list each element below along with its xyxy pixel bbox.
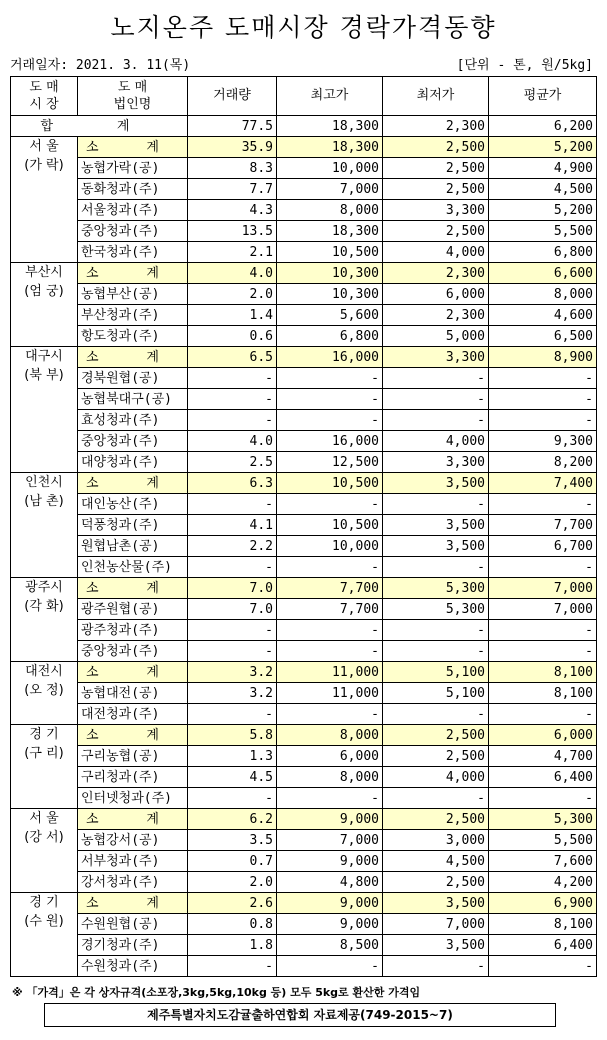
- subtotal-row: [11, 893, 597, 914]
- corp-name: 항도청과(주): [78, 326, 188, 347]
- avg-price-cell: 5,300: [489, 809, 597, 830]
- max-price-cell: 11,000: [277, 683, 383, 704]
- max-price-cell: 8,000: [277, 725, 383, 746]
- volume-cell: 2.6: [188, 893, 277, 914]
- max-price-cell: 9,000: [277, 893, 383, 914]
- volume-cell: 4.0: [188, 263, 277, 284]
- header-corp-line2: 법인명: [113, 97, 152, 112]
- corp-name: 소 계: [78, 473, 188, 494]
- corp-name: 효성청과(주): [78, 410, 188, 431]
- market-name: [11, 578, 78, 662]
- min-price-cell: -: [383, 389, 489, 410]
- max-price-cell: 16,000: [277, 347, 383, 368]
- total-label: 합 계: [11, 116, 188, 137]
- subtotal-row: [11, 809, 597, 830]
- max-price-cell: 18,300: [277, 137, 383, 158]
- table-row: [11, 179, 597, 200]
- min-price-cell: 5,100: [383, 683, 489, 704]
- max-price-cell: 10,000: [277, 536, 383, 557]
- corp-name: 중앙청과(주): [78, 221, 188, 242]
- max-price-cell: 10,500: [277, 515, 383, 536]
- min-price-cell: 2,500: [383, 158, 489, 179]
- trade-date: 거래일자: 2021. 3. 11(목): [10, 58, 191, 73]
- market-name: [11, 725, 78, 809]
- corp-name: 소 계: [78, 662, 188, 683]
- min-price-cell: 3,500: [383, 473, 489, 494]
- avg-price-cell: 8,900: [489, 347, 597, 368]
- market-name-line: (북 부): [24, 368, 64, 383]
- avg-price-cell: -: [489, 557, 597, 578]
- table-row: [11, 704, 597, 725]
- volume-cell: 4.0: [188, 431, 277, 452]
- volume-cell: -: [188, 494, 277, 515]
- min-price-cell: 2,500: [383, 221, 489, 242]
- avg-price-cell: 8,200: [489, 452, 597, 473]
- volume-cell: -: [188, 410, 277, 431]
- min-price-cell: 3,300: [383, 452, 489, 473]
- volume-cell: 1.8: [188, 935, 277, 956]
- min-price-cell: -: [383, 410, 489, 431]
- max-price-cell: -: [277, 641, 383, 662]
- market-name-line: (수 원): [24, 914, 64, 929]
- corp-name: 한국청과(주): [78, 242, 188, 263]
- corp-name: 광주청과(주): [78, 620, 188, 641]
- corp-name: 농협부산(공): [78, 284, 188, 305]
- total-max: 18,300: [277, 116, 383, 137]
- corp-name: 동화청과(주): [78, 179, 188, 200]
- min-price-cell: 2,300: [383, 263, 489, 284]
- min-price-cell: 2,500: [383, 179, 489, 200]
- source-box: 제주특별자치도감귤출하연합회 자료제공(749-2015~7): [44, 1003, 556, 1027]
- avg-price-cell: 9,300: [489, 431, 597, 452]
- min-price-cell: 5,300: [383, 578, 489, 599]
- avg-price-cell: 8,100: [489, 683, 597, 704]
- market-name-line: 인천시: [25, 475, 63, 490]
- subtotal-row: [11, 578, 597, 599]
- max-price-cell: -: [277, 410, 383, 431]
- volume-cell: 2.5: [188, 452, 277, 473]
- corp-name: 농협강서(공): [78, 830, 188, 851]
- min-price-cell: -: [383, 368, 489, 389]
- total-row: [11, 116, 597, 137]
- volume-cell: 4.1: [188, 515, 277, 536]
- volume-cell: 0.6: [188, 326, 277, 347]
- avg-price-cell: 6,700: [489, 536, 597, 557]
- avg-price-cell: -: [489, 788, 597, 809]
- max-price-cell: 8,500: [277, 935, 383, 956]
- total-volume: 77.5: [188, 116, 277, 137]
- max-price-cell: -: [277, 389, 383, 410]
- table-row: [11, 284, 597, 305]
- min-price-cell: 6,000: [383, 284, 489, 305]
- corp-name: 소 계: [78, 893, 188, 914]
- max-price-cell: 9,000: [277, 809, 383, 830]
- volume-cell: -: [188, 788, 277, 809]
- market-name-line: (오 정): [24, 683, 64, 698]
- volume-cell: 0.8: [188, 914, 277, 935]
- min-price-cell: 4,500: [383, 851, 489, 872]
- volume-cell: 7.0: [188, 578, 277, 599]
- volume-cell: 13.5: [188, 221, 277, 242]
- table-row: [11, 830, 597, 851]
- avg-price-cell: 5,200: [489, 200, 597, 221]
- max-price-cell: -: [277, 956, 383, 977]
- header-volume: 거래량: [188, 77, 277, 116]
- corp-name: 부산청과(주): [78, 305, 188, 326]
- min-price-cell: -: [383, 788, 489, 809]
- avg-price-cell: 8,100: [489, 662, 597, 683]
- market-name-line: (구 리): [24, 746, 64, 761]
- market-name: [11, 347, 78, 473]
- min-price-cell: 2,500: [383, 137, 489, 158]
- table-row: [11, 221, 597, 242]
- max-price-cell: -: [277, 788, 383, 809]
- avg-price-cell: -: [489, 956, 597, 977]
- avg-price-cell: 4,500: [489, 179, 597, 200]
- volume-cell: 3.5: [188, 830, 277, 851]
- max-price-cell: -: [277, 368, 383, 389]
- corp-name: 수원청과(주): [78, 956, 188, 977]
- corp-name: 경기청과(주): [78, 935, 188, 956]
- max-price-cell: -: [277, 557, 383, 578]
- min-price-cell: 2,500: [383, 725, 489, 746]
- min-price-cell: -: [383, 620, 489, 641]
- header-corp: [78, 77, 188, 116]
- header-avg-price: 평균가: [489, 77, 597, 116]
- corp-name: 서부청과(주): [78, 851, 188, 872]
- avg-price-cell: 5,500: [489, 221, 597, 242]
- max-price-cell: 9,000: [277, 851, 383, 872]
- header-max-price: 최고가: [277, 77, 383, 116]
- subtotal-row: [11, 263, 597, 284]
- volume-cell: -: [188, 956, 277, 977]
- avg-price-cell: 8,000: [489, 284, 597, 305]
- max-price-cell: 7,000: [277, 830, 383, 851]
- avg-price-cell: -: [489, 368, 597, 389]
- min-price-cell: 2,500: [383, 809, 489, 830]
- avg-price-cell: -: [489, 389, 597, 410]
- avg-price-cell: -: [489, 620, 597, 641]
- corp-name: 인터넷청과(주): [78, 788, 188, 809]
- min-price-cell: -: [383, 641, 489, 662]
- market-name-line: 부산시: [25, 265, 63, 280]
- max-price-cell: 9,000: [277, 914, 383, 935]
- corp-name: 소 계: [78, 578, 188, 599]
- market-name-line: (엄 궁): [24, 284, 64, 299]
- table-row: [11, 767, 597, 788]
- min-price-cell: 3,500: [383, 893, 489, 914]
- min-price-cell: 3,300: [383, 200, 489, 221]
- corp-name: 대인농산(주): [78, 494, 188, 515]
- min-price-cell: -: [383, 494, 489, 515]
- corp-name: 광주원협(공): [78, 599, 188, 620]
- volume-cell: -: [188, 641, 277, 662]
- table-row: [11, 851, 597, 872]
- volume-cell: -: [188, 620, 277, 641]
- max-price-cell: 16,000: [277, 431, 383, 452]
- min-price-cell: 7,000: [383, 914, 489, 935]
- corp-name: 수원원협(공): [78, 914, 188, 935]
- market-name: [11, 263, 78, 347]
- market-name: [11, 893, 78, 977]
- volume-cell: 1.4: [188, 305, 277, 326]
- subtotal-row: [11, 725, 597, 746]
- volume-cell: -: [188, 389, 277, 410]
- header-corp-line1: 도 매: [117, 80, 148, 95]
- table-row: [11, 683, 597, 704]
- avg-price-cell: 4,200: [489, 872, 597, 893]
- volume-cell: 8.3: [188, 158, 277, 179]
- max-price-cell: 11,000: [277, 662, 383, 683]
- avg-price-cell: 4,900: [489, 158, 597, 179]
- table-row: [11, 620, 597, 641]
- min-price-cell: -: [383, 956, 489, 977]
- corp-name: 소 계: [78, 809, 188, 830]
- min-price-cell: 4,000: [383, 242, 489, 263]
- corp-name: 구리농협(공): [78, 746, 188, 767]
- min-price-cell: 3,500: [383, 935, 489, 956]
- market-name-line: (가 락): [24, 158, 64, 173]
- unit-label: [단위 - 톤, 원/5kg]: [456, 58, 593, 73]
- corp-name: 대양청과(주): [78, 452, 188, 473]
- market-name-line: (각 화): [24, 599, 64, 614]
- table-row: [11, 935, 597, 956]
- avg-price-cell: 6,400: [489, 935, 597, 956]
- max-price-cell: 5,600: [277, 305, 383, 326]
- corp-name: 농협대전(공): [78, 683, 188, 704]
- max-price-cell: 7,000: [277, 179, 383, 200]
- min-price-cell: 5,100: [383, 662, 489, 683]
- volume-cell: 1.3: [188, 746, 277, 767]
- avg-price-cell: 5,200: [489, 137, 597, 158]
- volume-cell: 2.1: [188, 242, 277, 263]
- corp-name: 소 계: [78, 347, 188, 368]
- market-name-line: (강 서): [24, 830, 64, 845]
- max-price-cell: 7,700: [277, 599, 383, 620]
- avg-price-cell: 7,000: [489, 599, 597, 620]
- market-name-line: 대구시: [25, 349, 63, 364]
- volume-cell: 4.3: [188, 200, 277, 221]
- min-price-cell: 4,000: [383, 431, 489, 452]
- avg-price-cell: 6,900: [489, 893, 597, 914]
- volume-cell: 2.2: [188, 536, 277, 557]
- max-price-cell: 4,800: [277, 872, 383, 893]
- corp-name: 농협가락(공): [78, 158, 188, 179]
- table-row: [11, 389, 597, 410]
- corp-name: 중앙청과(주): [78, 431, 188, 452]
- max-price-cell: -: [277, 620, 383, 641]
- volume-cell: 6.5: [188, 347, 277, 368]
- max-price-cell: 10,000: [277, 158, 383, 179]
- header-min-price: 최저가: [383, 77, 489, 116]
- min-price-cell: 2,500: [383, 872, 489, 893]
- volume-cell: 2.0: [188, 284, 277, 305]
- avg-price-cell: 7,000: [489, 578, 597, 599]
- corp-name: 원협남촌(공): [78, 536, 188, 557]
- max-price-cell: 10,300: [277, 284, 383, 305]
- volume-cell: 3.2: [188, 662, 277, 683]
- table-row: [11, 956, 597, 977]
- avg-price-cell: 6,400: [489, 767, 597, 788]
- min-price-cell: 3,500: [383, 536, 489, 557]
- max-price-cell: 10,500: [277, 473, 383, 494]
- corp-name: 대전청과(주): [78, 704, 188, 725]
- market-name: [11, 662, 78, 725]
- table-row: [11, 872, 597, 893]
- table-row: [11, 431, 597, 452]
- max-price-cell: 8,000: [277, 200, 383, 221]
- market-name-line: 서 울: [29, 139, 59, 154]
- table-row: [11, 305, 597, 326]
- header-market-line1: 도 매: [29, 80, 59, 95]
- avg-price-cell: 7,600: [489, 851, 597, 872]
- corp-name: 소 계: [78, 725, 188, 746]
- table-row: [11, 158, 597, 179]
- corp-name: 소 계: [78, 263, 188, 284]
- header-market-line2: 시 장: [29, 97, 59, 112]
- volume-cell: 4.5: [188, 767, 277, 788]
- market-name-line: 대전시: [25, 664, 63, 679]
- avg-price-cell: 7,700: [489, 515, 597, 536]
- table-row: [11, 326, 597, 347]
- avg-price-cell: 6,600: [489, 263, 597, 284]
- corp-name: 서울청과(주): [78, 200, 188, 221]
- total-min: 2,300: [383, 116, 489, 137]
- subtotal-row: [11, 347, 597, 368]
- min-price-cell: 5,300: [383, 599, 489, 620]
- max-price-cell: 10,300: [277, 263, 383, 284]
- market-name-line: 광주시: [25, 580, 63, 595]
- avg-price-cell: -: [489, 410, 597, 431]
- avg-price-cell: 6,000: [489, 725, 597, 746]
- avg-price-cell: 6,500: [489, 326, 597, 347]
- table-row: [11, 536, 597, 557]
- market-name-line: 경 기: [29, 727, 59, 742]
- subtotal-row: [11, 473, 597, 494]
- price-table: [10, 76, 597, 977]
- max-price-cell: 10,500: [277, 242, 383, 263]
- avg-price-cell: 6,800: [489, 242, 597, 263]
- table-row: [11, 515, 597, 536]
- min-price-cell: 2,500: [383, 746, 489, 767]
- total-avg: 6,200: [489, 116, 597, 137]
- volume-cell: 5.8: [188, 725, 277, 746]
- market-name-line: (남 촌): [24, 494, 64, 509]
- corp-name: 강서청과(주): [78, 872, 188, 893]
- max-price-cell: 7,700: [277, 578, 383, 599]
- corp-name: 인천농산물(주): [78, 557, 188, 578]
- corp-name: 덕풍청과(주): [78, 515, 188, 536]
- table-row: [11, 200, 597, 221]
- table-row: [11, 557, 597, 578]
- min-price-cell: 5,000: [383, 326, 489, 347]
- volume-cell: 35.9: [188, 137, 277, 158]
- volume-cell: 0.7: [188, 851, 277, 872]
- volume-cell: 2.0: [188, 872, 277, 893]
- max-price-cell: 6,800: [277, 326, 383, 347]
- min-price-cell: 4,000: [383, 767, 489, 788]
- market-name-line: 경 기: [29, 895, 59, 910]
- table-body: [11, 116, 597, 977]
- volume-cell: 7.0: [188, 599, 277, 620]
- avg-price-cell: 5,500: [489, 830, 597, 851]
- table-row: [11, 788, 597, 809]
- volume-cell: -: [188, 557, 277, 578]
- avg-price-cell: 8,100: [489, 914, 597, 935]
- volume-cell: -: [188, 704, 277, 725]
- table-row: [11, 914, 597, 935]
- volume-cell: 6.3: [188, 473, 277, 494]
- max-price-cell: 8,000: [277, 767, 383, 788]
- volume-cell: 6.2: [188, 809, 277, 830]
- avg-price-cell: 4,700: [489, 746, 597, 767]
- table-row: [11, 494, 597, 515]
- max-price-cell: 12,500: [277, 452, 383, 473]
- min-price-cell: 3,000: [383, 830, 489, 851]
- corp-name: 구리청과(주): [78, 767, 188, 788]
- table-row: [11, 746, 597, 767]
- volume-cell: -: [188, 368, 277, 389]
- avg-price-cell: -: [489, 704, 597, 725]
- volume-cell: 3.2: [188, 683, 277, 704]
- min-price-cell: 3,500: [383, 515, 489, 536]
- avg-price-cell: 4,600: [489, 305, 597, 326]
- min-price-cell: 3,300: [383, 347, 489, 368]
- avg-price-cell: -: [489, 641, 597, 662]
- market-name: [11, 473, 78, 578]
- volume-cell: 7.7: [188, 179, 277, 200]
- market-name: [11, 809, 78, 893]
- max-price-cell: -: [277, 494, 383, 515]
- market-name: [11, 137, 78, 263]
- table-row: [11, 242, 597, 263]
- avg-price-cell: -: [489, 494, 597, 515]
- corp-name: 농협북대구(공): [78, 389, 188, 410]
- corp-name: 경북원협(공): [78, 368, 188, 389]
- min-price-cell: -: [383, 557, 489, 578]
- table-row: [11, 452, 597, 473]
- page-title: 노지온주 도매시장 경락가격동향: [110, 13, 497, 42]
- table-row: [11, 641, 597, 662]
- table-row: [11, 368, 597, 389]
- corp-name: 중앙청과(주): [78, 641, 188, 662]
- header-market: [11, 77, 78, 116]
- max-price-cell: 6,000: [277, 746, 383, 767]
- subtotal-row: [11, 137, 597, 158]
- max-price-cell: 18,300: [277, 221, 383, 242]
- table-row: [11, 410, 597, 431]
- price-note: ※ 「가격」은 각 상자규격(소포장,3kg,5kg,10kg 등) 모두 5kg로 환산한 가격임: [12, 986, 421, 999]
- table-row: [11, 599, 597, 620]
- subtotal-row: [11, 662, 597, 683]
- market-name-line: 서 울: [29, 811, 59, 826]
- corp-name: 소 계: [78, 137, 188, 158]
- min-price-cell: -: [383, 704, 489, 725]
- max-price-cell: -: [277, 704, 383, 725]
- min-price-cell: 2,300: [383, 305, 489, 326]
- table-header: [11, 77, 597, 116]
- avg-price-cell: 7,400: [489, 473, 597, 494]
